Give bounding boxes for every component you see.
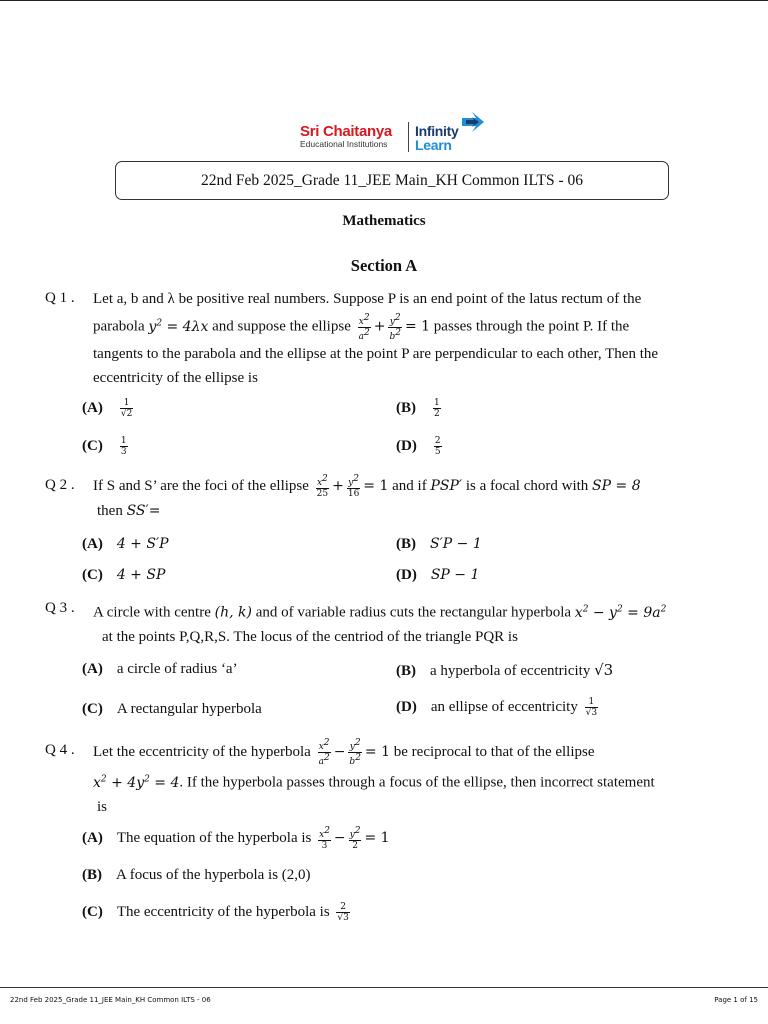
parabola-equation: $y^2 = 4\lambda x$ <box>148 318 209 335</box>
option-a[interactable]: (A) 4 + S′P <box>82 536 169 552</box>
footer-title: 22nd Feb 2025_Grade 11_JEE Main_KH Common ILTS - 06 <box>10 996 211 1004</box>
option-a[interactable]: (A) a circle of radius ‘a’ <box>82 661 238 677</box>
fraction: $\frac{x^2}{25}$ <box>316 474 329 500</box>
q2-line-2: then SS′= <box>97 503 161 520</box>
option-d[interactable]: (D) SP − 1 <box>396 567 480 583</box>
option-b[interactable]: (B) S′P − 1 <box>396 536 482 552</box>
option-c[interactable]: (C) The eccentricity of the hyperbola is $\frac{2}{√3}$ <box>82 902 349 923</box>
question-4-text <box>93 738 738 819</box>
q2-line-1: If S and S’ are the foci of the ellipse $\frac{x^2}{25}$ + $\frac{y^2}{16}$ = 1 and if PSP′ is a focal chord with SP = 8 <box>93 474 641 500</box>
question-number: Q 3 . <box>45 600 75 616</box>
q4-line-1: Let the eccentricity of the hyperbola $\frac{x^2}{a^2}$ − $\frac{y^2}{b^2}$ = 1 be reciprocal to that of the ellipse <box>93 738 595 767</box>
option-c[interactable]: (C) 4 + SP <box>82 567 166 583</box>
fraction: $\frac{x^2}{a^2}$ <box>358 312 370 342</box>
q1-line-3: tangents to the parabola and the ellipse at the point P are perpendicular to each other, Then the <box>93 345 659 362</box>
focal-chord: PSP′ <box>430 478 463 494</box>
question-3-text <box>93 597 761 649</box>
q3-line-1: A circle with centre (h, k) and of variable radius cuts the rectangular hyperbola $x^2 - y^2 = 9a^2$ <box>93 604 667 621</box>
logo-brand: Sri Chaitanya <box>300 123 392 140</box>
centre-coordinates: (h, k) <box>214 604 252 621</box>
section-heading: Section A <box>350 256 418 275</box>
ellipse-equation: $x^2 + 4y^2 = 4$ <box>93 774 180 791</box>
logo-tagline: Educational Institutions <box>300 139 388 149</box>
infinity-arrow-icon <box>458 108 486 138</box>
logo-partner-top: Infinity <box>415 123 459 139</box>
question-1-text <box>93 287 738 390</box>
page-number: Page 1 of 15 <box>714 996 758 1004</box>
fraction: $\frac{y^2}{b^2}$ <box>389 312 401 342</box>
fraction: $\frac{x^2}{a^2}$ <box>318 738 330 767</box>
fraction: $\frac{1}{√2}$ <box>120 398 133 419</box>
fraction: $\frac{y^2}{16}$ <box>347 474 360 500</box>
option-b[interactable]: (B) A focus of the hyperbola is (2,0) <box>82 867 311 883</box>
fraction: $\frac{2}{√3}$ <box>337 902 349 923</box>
question-number: Q 1 . <box>45 290 75 306</box>
question-number: Q 4 . <box>45 742 75 758</box>
q1-line-4: eccentricity of the ellipse is <box>93 369 258 386</box>
test-title: 22nd Feb 2025_Grade 11_JEE Main_KH Common ILTS - 06 <box>115 161 669 200</box>
fraction: $\frac{y^2}{2}$ <box>349 826 361 851</box>
question-number: Q 2 . <box>45 477 75 493</box>
logo-divider <box>408 122 409 152</box>
option-d[interactable]: (D) an ellipse of eccentricity $\frac{1}{√3}$ <box>396 697 598 718</box>
hyperbola-equation: $x^2 - y^2 = 9a^2$ <box>574 604 667 621</box>
top-rule <box>0 0 768 1</box>
q1-line-2: parabola $y^2 = 4\lambda x$ and suppose the ellipse $\frac{x^2}{a^2}$ + $\frac{y^2}{b^2}$ = 1 passes through the point P. If the <box>93 312 630 342</box>
option-c[interactable]: (C) $\frac{1}{3}$ <box>82 436 127 457</box>
fraction: $\frac{x^2}{3}$ <box>319 826 330 851</box>
fraction: $\frac{1}{3}$ <box>120 436 127 457</box>
fraction: $\frac{1}{2}$ <box>434 398 440 419</box>
fraction: $\frac{2}{5}$ <box>434 436 441 457</box>
q4-line-3: is <box>97 798 108 815</box>
fraction: $\frac{y^2}{b^2}$ <box>349 738 361 767</box>
option-b[interactable]: (B) a hyperbola of eccentricity √3 <box>396 661 614 679</box>
option-a[interactable]: (A) The equation of the hyperbola is $\frac{x^2}{3}$ − $\frac{y^2}{2}$ = 1 <box>82 826 390 851</box>
q3-line-2: at the points P,Q,R,S. The locus of the centriod of the triangle PQR is <box>102 628 518 645</box>
option-b[interactable]: (B) $\frac{1}{2}$ <box>396 398 440 419</box>
option-a[interactable]: (A) $\frac{1}{√2}$ <box>82 398 133 419</box>
q1-line-1: Let a, b and λ be positive real numbers. Suppose P is an end point of the latus rectum of the <box>93 291 642 307</box>
sp-value: SP = 8 <box>592 478 641 494</box>
question-2-text <box>93 474 738 523</box>
fraction: $\frac{1}{√3}$ <box>585 697 598 718</box>
option-c[interactable]: (C) A rectangular hyperbola <box>82 701 262 717</box>
q4-line-2: $x^2 + 4y^2 = 4$. If the hyperbola passes through a focus of the ellipse, then incorrect statement <box>93 774 655 791</box>
option-d[interactable]: (D) $\frac{2}{5}$ <box>396 436 441 457</box>
logo-partner-bottom: Learn <box>415 137 452 153</box>
footer-rule <box>0 987 768 988</box>
subject-heading: Mathematics <box>342 213 426 229</box>
sqrt-three: √3 <box>594 661 614 679</box>
ssprime: SS′= <box>126 503 161 520</box>
logo <box>298 108 488 154</box>
